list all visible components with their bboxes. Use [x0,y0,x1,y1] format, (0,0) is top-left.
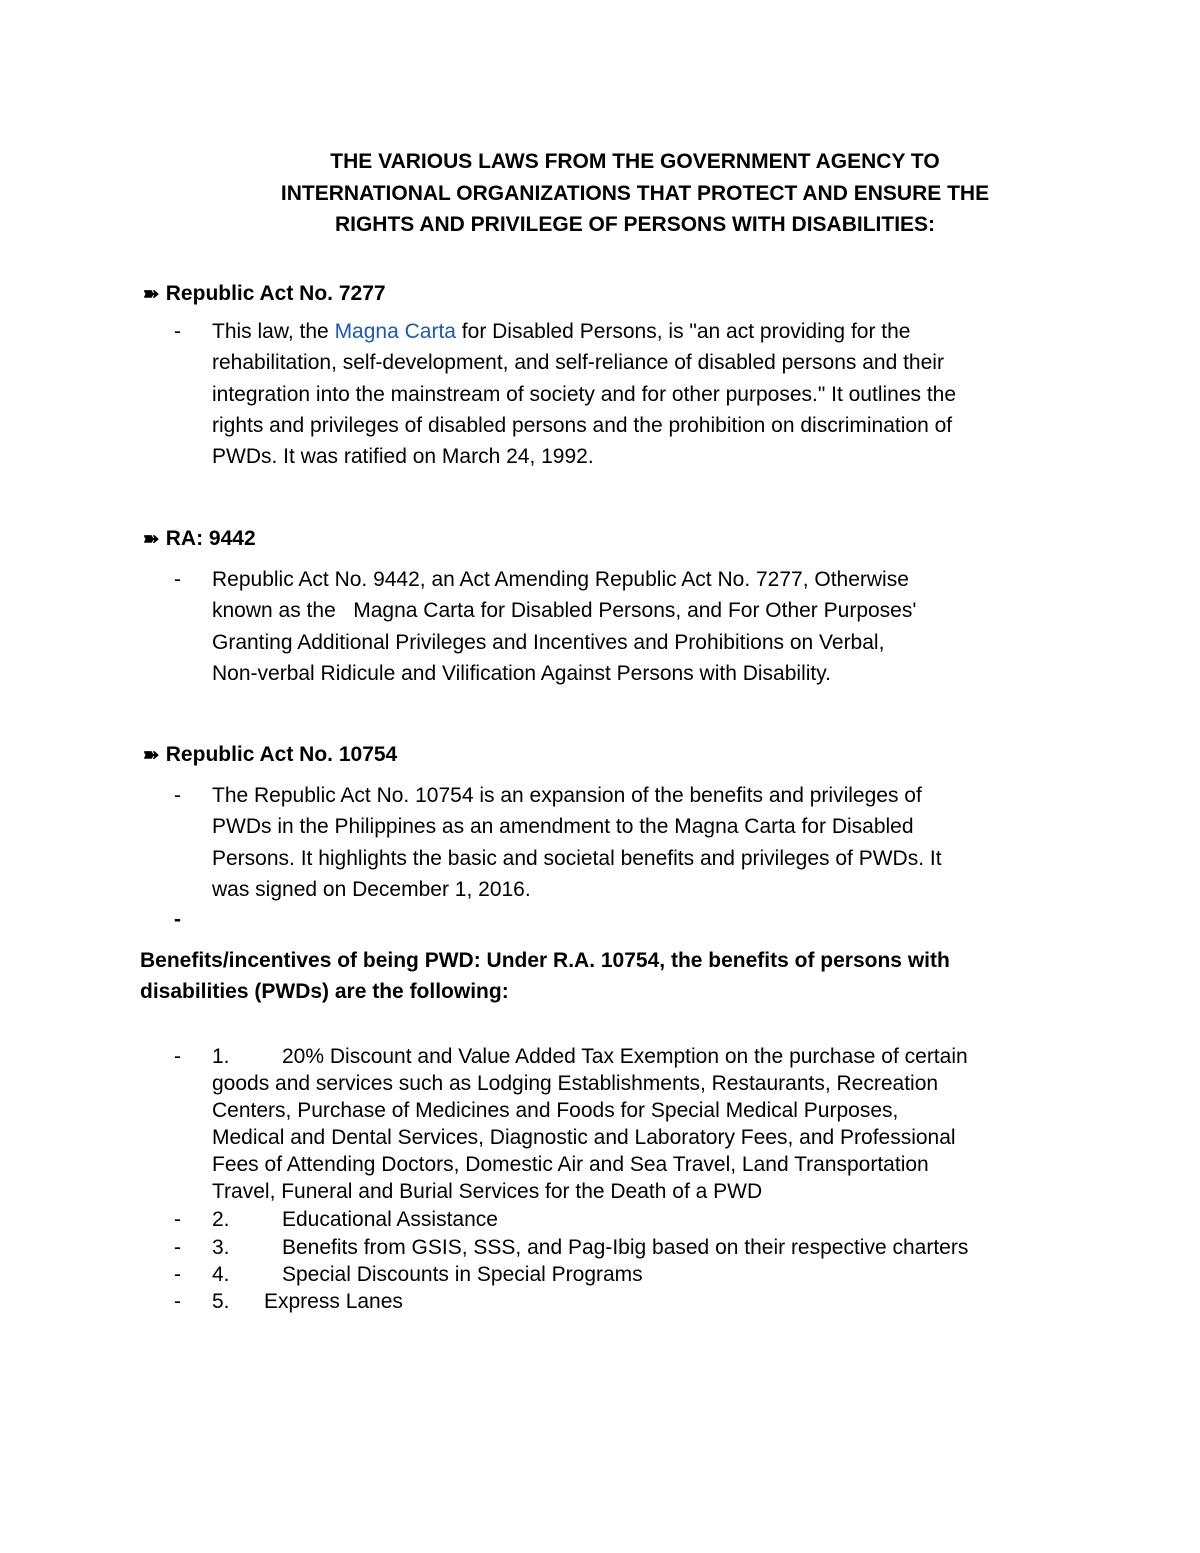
section-heading-ra-10754 [143,741,397,770]
benefit-line [212,1234,1082,1261]
paragraph-line: known as the Magna Carta for Disabled Persons, and For Other Purposes' [212,599,917,623]
arrow-bullet-icon: ➽ [142,745,153,766]
section-heading-ra-9442 [143,525,256,554]
paragraph-line: The Republic Act No. 10754 is an expansion of the benefits and privileges of [212,784,922,807]
section-heading-label: Republic Act No. 7277 [165,282,386,305]
benefit-line: Medical and Dental Services, Diagnostic and Laboratory Fees, and Professional [212,1126,956,1149]
dash-bullet: - [174,568,181,591]
benefit-item-3 [212,1234,1082,1261]
benefit-text: Express Lanes [264,1290,403,1313]
title-line: INTERNATIONAL ORGANIZATIONS THAT PROTECT AND ENSURE THE [280,181,990,205]
paragraph-line: Persons. It highlights the basic and societal benefits and privileges of PWDs. It [212,846,942,870]
paragraph-text: for Disabled Persons, is "an act providing for the [455,320,911,343]
paragraph-text: This law, the [212,320,335,343]
paragraph-line [212,316,1092,347]
benefit-line [212,1261,1082,1288]
paragraph-line: Republic Act No. 9442, an Act Amending Republic Act No. 7277, Otherwise [212,568,909,591]
benefit-line: goods and services such as Lodging Establishments, Restaurants, Recreation [212,1072,939,1095]
section-heading-ra-7277 [143,280,386,309]
dash-bullet: - [174,320,181,343]
title-line: RIGHTS AND PRIVILEGE OF PERSONS WITH DISABILITIES: [334,213,936,236]
paragraph-line: integration into the mainstream of society and for other purposes." It outlines the [212,382,957,406]
empty-dash-bullet: - [174,908,181,931]
section-heading-label: RA: 9442 [165,527,256,550]
dash-bullet: - [174,784,181,807]
benefit-line [212,1288,1082,1315]
benefits-heading [140,946,1080,1007]
dash-bullet: - [174,1290,181,1313]
title-line: THE VARIOUS LAWS FROM THE GOVERNMENT AGENCY TO [330,150,940,173]
benefit-text: Special Discounts in Special Programs [282,1263,643,1286]
benefit-text: Educational Assistance [282,1208,498,1231]
benefit-line [212,1043,1082,1070]
paragraph-line: PWDs in the Philippines as an amendment to the Magna Carta for Disabled [212,815,914,839]
benefit-item-1 [212,1043,1082,1205]
arrow-bullet-icon: ➽ [142,529,153,550]
dash-bullet: - [174,1236,181,1259]
paragraph-line: rehabilitation, self-development, and self-reliance of disabled persons and their [212,351,944,375]
benefit-number: 5. [212,1290,230,1313]
benefit-line: Travel, Funeral and Burial Services for the Death of a PWD [212,1180,763,1203]
paragraph-line: Granting Additional Privileges and Incentives and Prohibitions on Verbal, [212,630,885,654]
section-paragraph [212,316,1092,472]
section-heading-label: Republic Act No. 10754 [165,743,398,766]
benefit-number: 3. [212,1236,230,1259]
benefits-heading-line: Benefits/incentives of being PWD: Under R.A. 10754, the benefits of persons with [140,949,950,972]
benefit-text: 20% Discount and Value Added Tax Exemption on the purchase of certain [282,1045,968,1068]
paragraph-line: was signed on December 1, 2016. [212,877,531,901]
dash-bullet: - [174,1045,181,1068]
benefit-text: Benefits from GSIS, SSS, and Pag-Ibig based on their respective charters [282,1236,969,1259]
benefit-number: 4. [212,1263,230,1286]
magna-carta-link[interactable]: Magna Carta [334,320,456,343]
arrow-bullet-icon: ➽ [142,284,153,305]
dash-bullet: - [174,1208,181,1231]
document-title [140,146,1130,241]
benefit-item-5 [212,1288,1082,1315]
benefits-heading-line: disabilities (PWDs) are the following: [140,979,509,1003]
paragraph-line: rights and privileges of disabled persons and the prohibition on discrimination of [212,413,953,437]
paragraph-line: PWDs. It was ratified on March 24, 1992. [212,445,594,469]
benefit-number: 1. [212,1045,230,1068]
section-paragraph [212,780,1092,905]
benefit-line [212,1206,1082,1233]
section-paragraph [212,564,1092,689]
benefit-item-2 [212,1206,1082,1233]
benefit-line: Centers, Purchase of Medicines and Foods for Special Medical Purposes, [212,1099,899,1122]
benefit-line: Fees of Attending Doctors, Domestic Air and Sea Travel, Land Transportation [212,1153,929,1176]
benefit-number: 2. [212,1208,230,1231]
benefit-item-4 [212,1261,1082,1288]
paragraph-line: Non-verbal Ridicule and Vilification Against Persons with Disability. [212,661,832,685]
dash-bullet: - [174,1263,181,1286]
